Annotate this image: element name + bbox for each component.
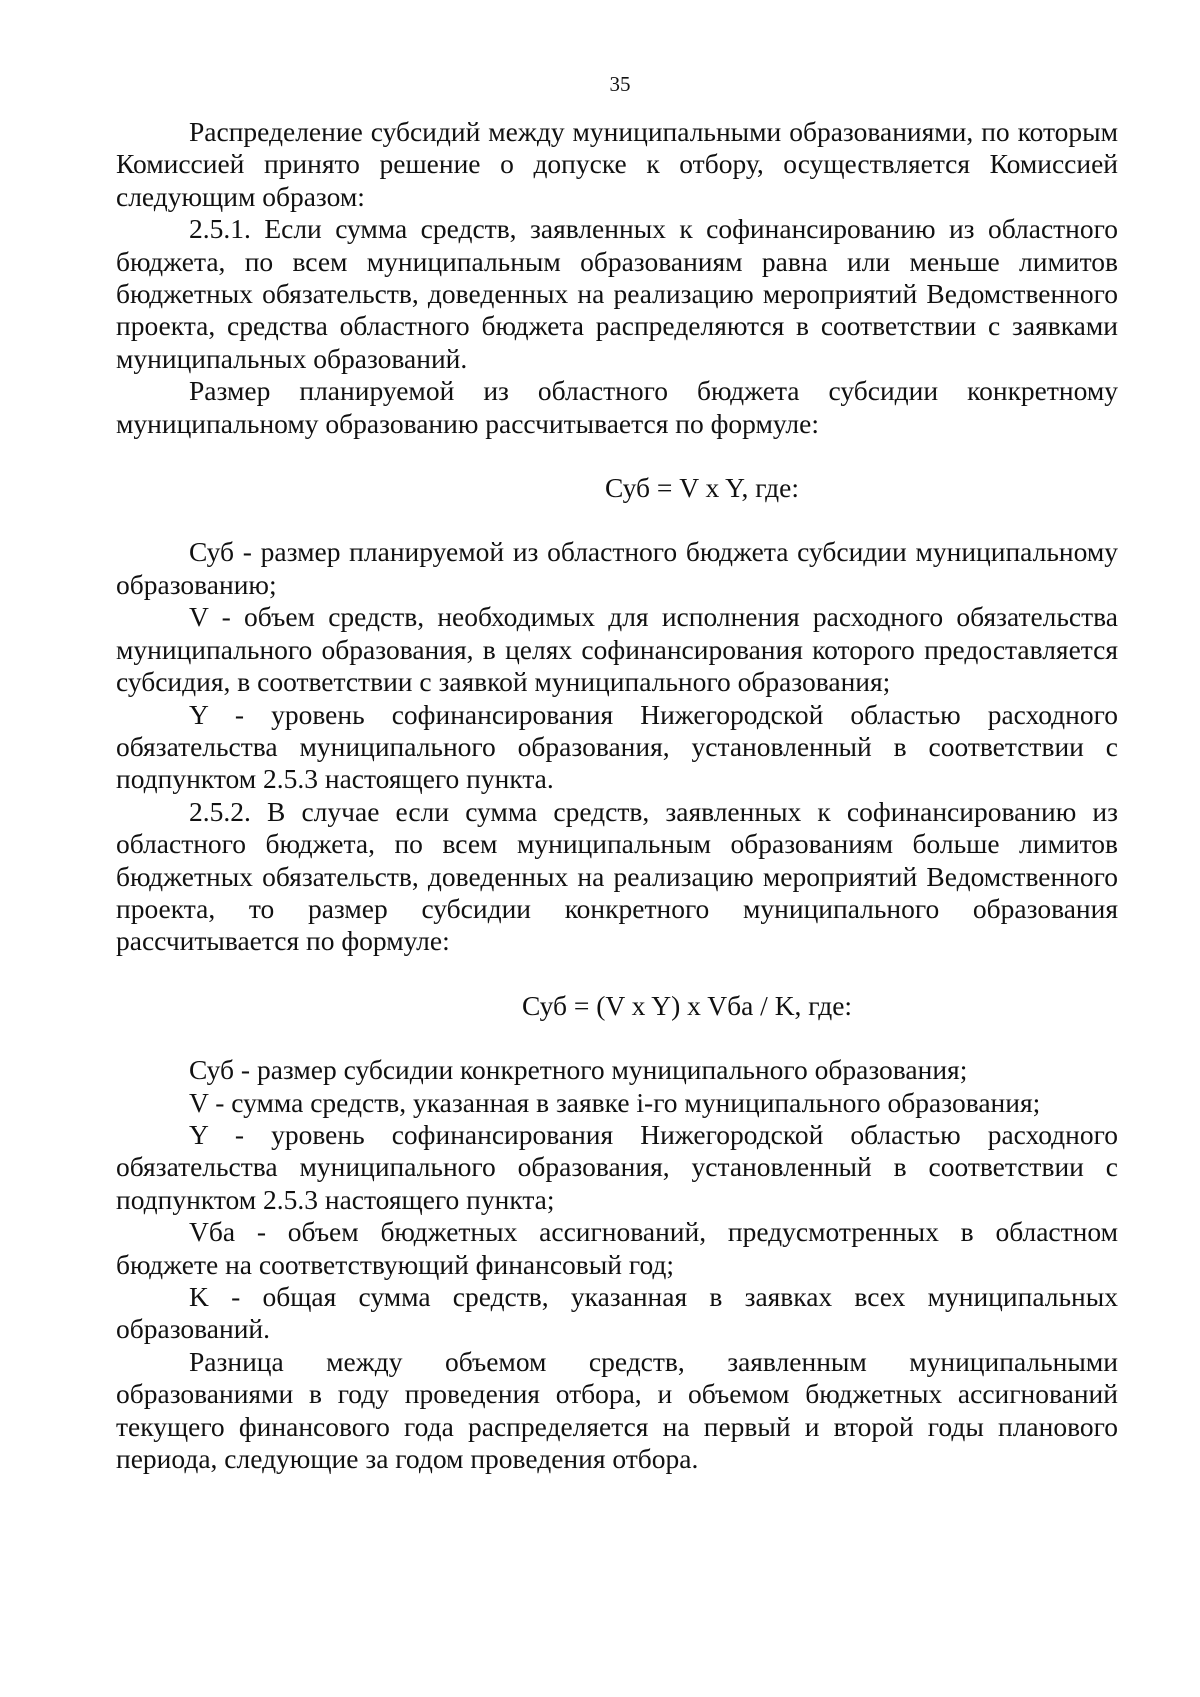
definition-v-1: V - объем средств, необходимых для исполнения расходного обязательства муниципального образования, в целях софинансирования которого предоставляется субсидия, в соответствии с заявкой муниципального образования;: [116, 601, 1118, 698]
definition-sub-1: Суб - размер планируемой из областного бюджета субсидии муниципальному образованию;: [116, 536, 1118, 600]
paragraph-formula-1-lead: Размер планируемой из областного бюджета субсидии конкретному муниципальному образованию рассчитывается по формуле:: [116, 375, 1118, 439]
paragraph-difference: Разница между объемом средств, заявленным муниципальными образованиями в году проведения отбора, и объемом бюджетных ассигнований текущего финансового года распределяется на первый и второй годы планового периода, следующие за годом проведения отбора.: [116, 1345, 1118, 1475]
paragraph-2-5-1: 2.5.1. Если сумма средств, заявленных к софинансированию из областного бюджета, по всем муниципальным образованиям равна или меньше лимитов бюджетных обязательств, доведенных на реализацию мероприятий Ведомственного проекта, средства областного бюджета распределяются в соответствии с заявками муниципальных образований.: [116, 213, 1118, 374]
definition-sub-2: Суб - размер субсидии конкретного муниципального образования;: [189, 1054, 968, 1086]
paragraph-2-5-2: 2.5.2. В случае если сумма средств, заявленных к софинансированию из областного бюджета, по всем муниципальным образованиям больше лимитов бюджетных обязательств, доведенных на реализацию мероприятий Ведомственного проекта, то размер субсидии конкретного муниципального образования рассчитывается по формуле:: [116, 795, 1118, 957]
page-number: 35: [609, 72, 631, 96]
document-body: [116, 116, 1118, 1475]
definition-k: K - общая сумма средств, указанная в заявках всех муниципальных образований.: [116, 1281, 1118, 1345]
formula-2: Суб = (V x Y) x Vба / K, где:: [521, 989, 853, 1021]
definition-vba: Vба - объем бюджетных ассигнований, предусмотренных в областном бюджете на соответствующий финансовый год;: [116, 1216, 1118, 1280]
formula-1: Суб = V x Y, где:: [605, 472, 799, 504]
definition-y-2: Y - уровень софинансирования Нижегородской областью расходного обязательства муниципального образования, установленный в соответствии с подпунктом 2.5.3 настоящего пункта;: [116, 1118, 1118, 1215]
definition-y-1: Y - уровень софинансирования Нижегородской областью расходного обязательства муниципального образования, установленный в соответствии с подпунктом 2.5.3 настоящего пункта.: [116, 698, 1118, 795]
paragraph-intro: Распределение субсидий между муниципальными образованиями, по которым Комиссией принято решение о допуске к отбору, осуществляется Комиссией следующим образом:: [116, 116, 1118, 212]
definition-v-2: V - сумма средств, указанная в заявке i-го муниципального образования;: [189, 1086, 1041, 1118]
